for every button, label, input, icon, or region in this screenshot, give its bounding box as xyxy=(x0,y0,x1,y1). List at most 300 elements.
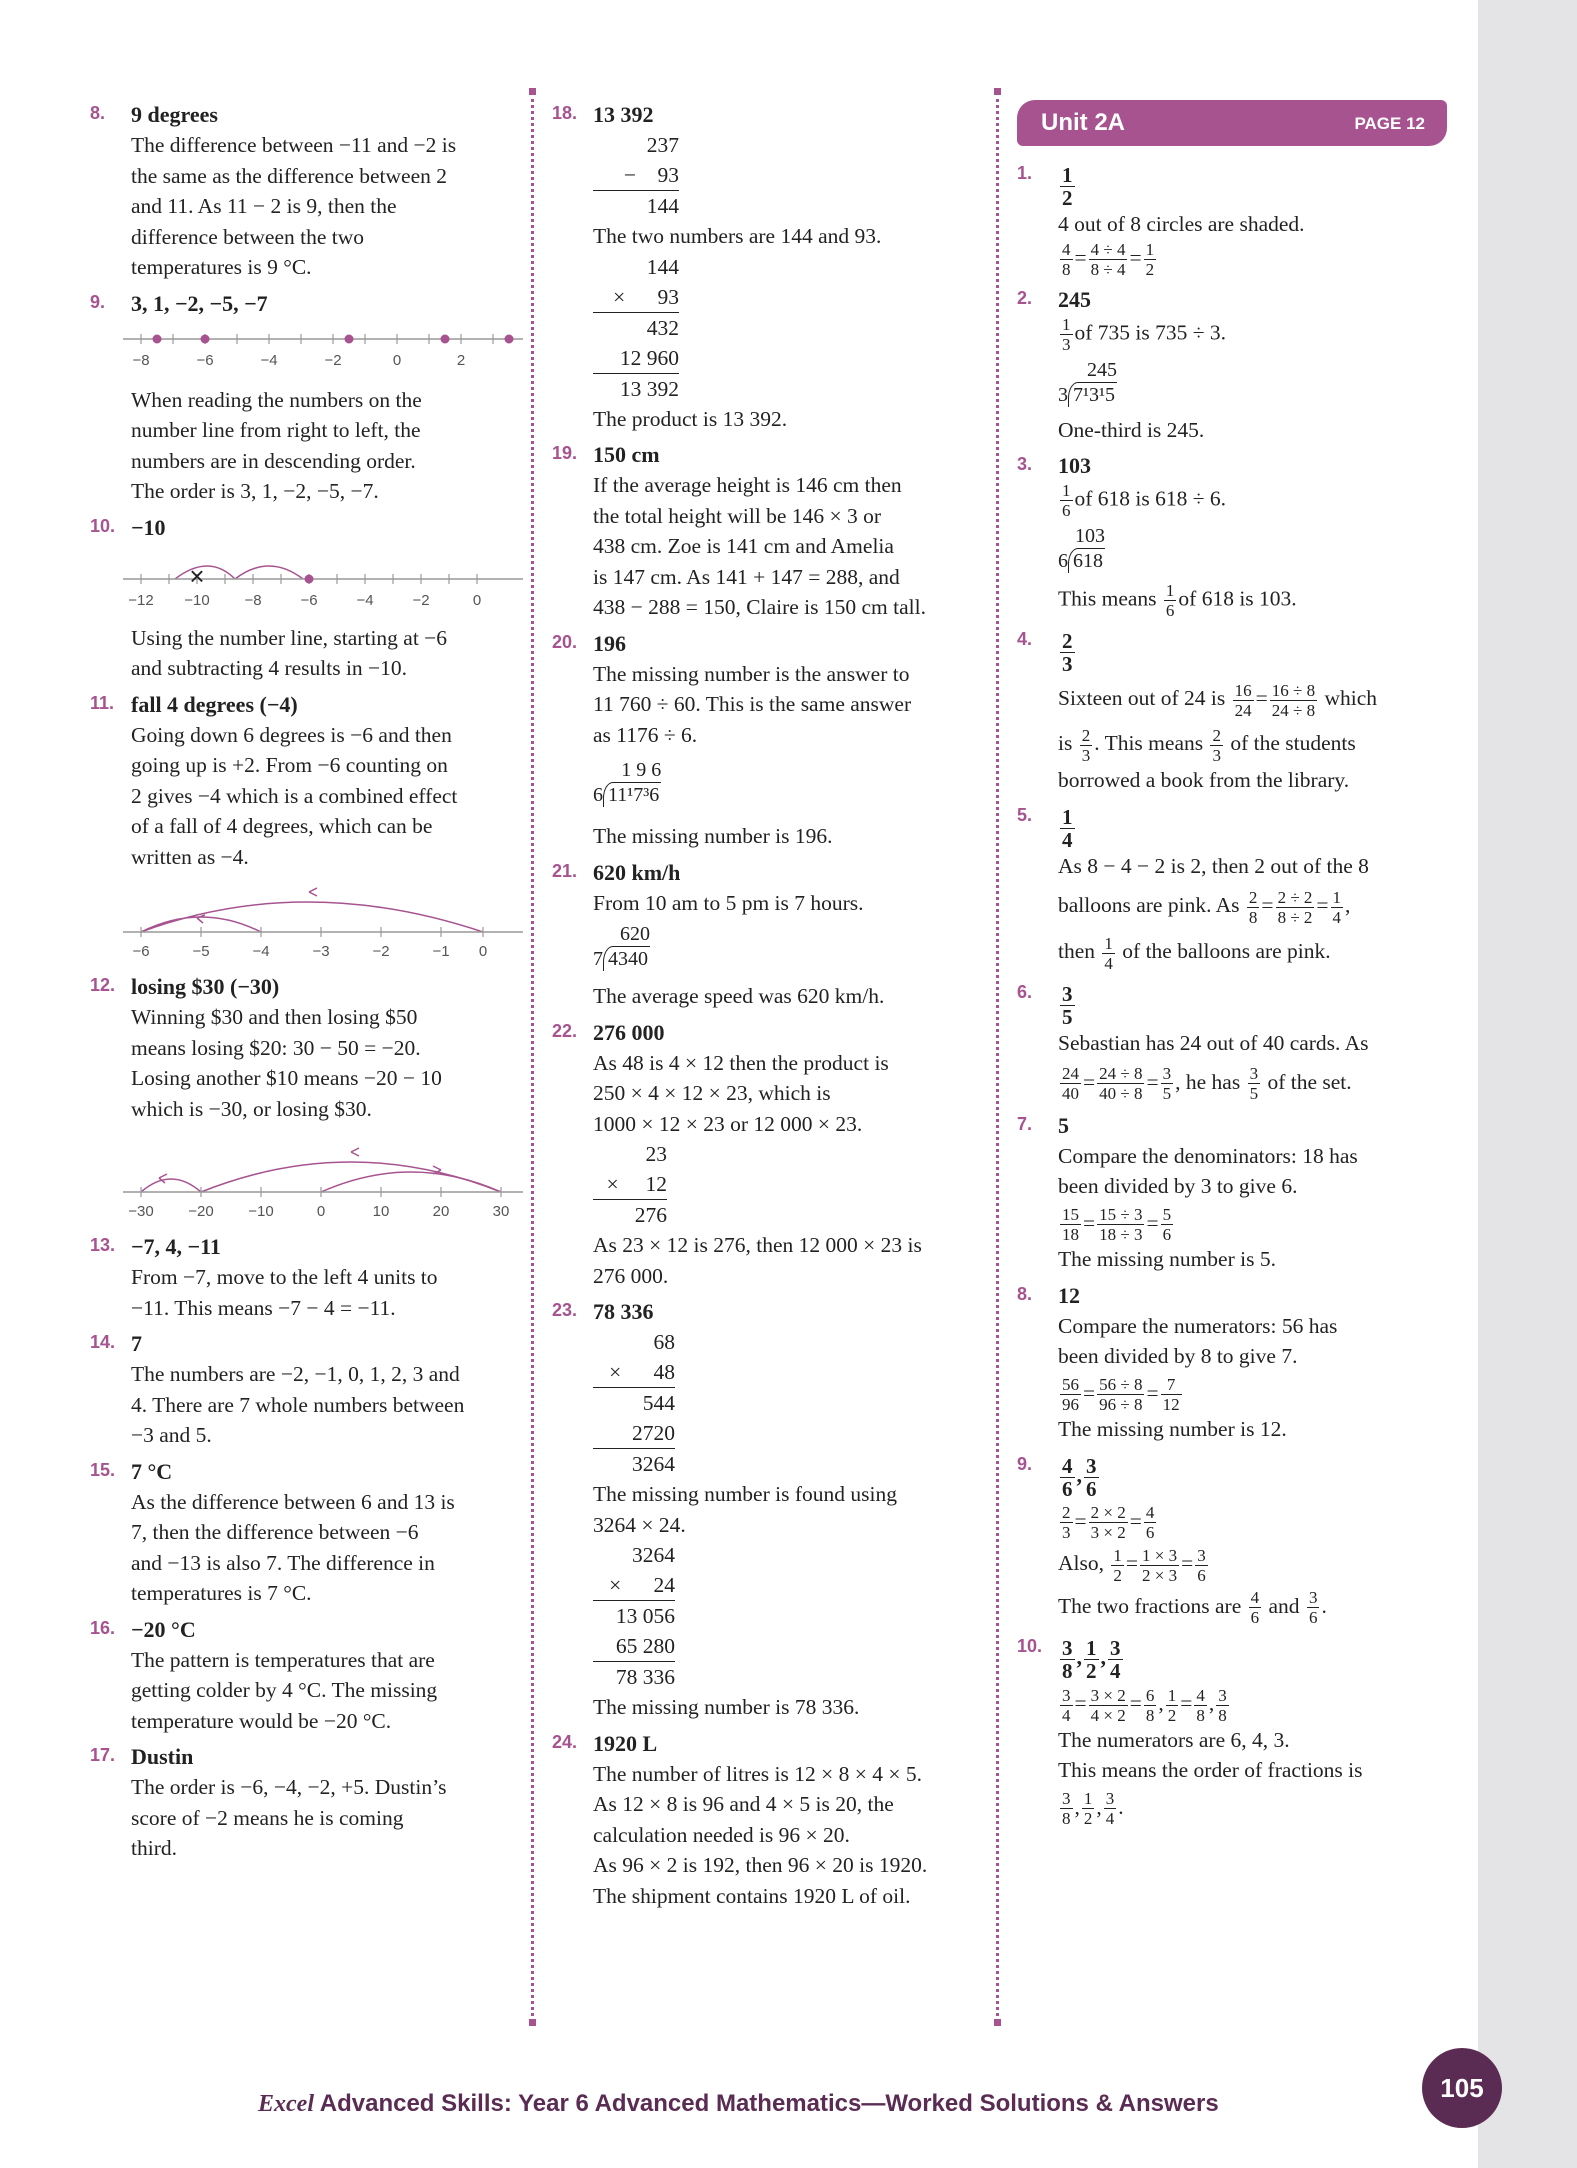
explanation-line: balloons are pink. As $\frac{2}{8}$ = $\frac{2 \div 2}{8 \div 2}$ = $\frac{1}{4}$ , xyxy=(1058,887,1351,927)
question-15 xyxy=(90,1457,515,1609)
explanation-line: The pattern is temperatures that are xyxy=(131,1647,435,1672)
working-row: 2720 xyxy=(593,1418,675,1449)
fraction-equation: $\frac{3}{4}$ = $\frac{3 \times 2}{4 \times 2}$ = $\frac{6}{8}$ , $\frac{1}{2}$ = $\frac{4}{8}$ , $\frac{3}{8}$ xyxy=(1062,1685,1227,1725)
explanation-line: Going down 6 degrees is −6 and then xyxy=(131,722,452,747)
question-number: 6. xyxy=(1017,982,1033,1002)
division-divisor: 3 xyxy=(1058,383,1068,406)
answer xyxy=(1058,802,1447,851)
explanation-line: of a fall of 4 degrees, which can be xyxy=(131,814,433,838)
footer-title-text: Advanced Skills: Year 6 Advanced Mathematics—Worked Solutions & Answers xyxy=(313,2090,1219,2117)
fraction: $\frac{3}{6}$ xyxy=(1197,1545,1206,1585)
column-2 xyxy=(552,100,982,1917)
explanation-line: If the average height is 146 cm then xyxy=(593,473,902,497)
question-number: 21. xyxy=(552,860,578,881)
question-number: 12. xyxy=(90,975,116,995)
question-number: 10. xyxy=(90,515,116,536)
explanation-line: been divided by 3 to give 6. xyxy=(1058,1174,1298,1198)
fraction: $\frac{1}{2}$ xyxy=(1113,1545,1122,1585)
answer: 196 xyxy=(593,630,626,656)
explanation-line: The two fractions are $\frac{4}{6}$ and $\frac{3}{6}$ . xyxy=(1058,1588,1327,1628)
fraction: $\frac{1}{6}$ xyxy=(1165,581,1175,620)
tick-label: −30 xyxy=(128,1203,154,1220)
answer: $\frac{4}{6}$ , $\frac{3}{6}$ xyxy=(1062,1453,1097,1501)
subtraction-working xyxy=(593,130,679,221)
tick-label: −4 xyxy=(252,943,270,960)
explanation-line: The two numbers are 144 and 93. xyxy=(593,224,882,248)
working-row: 544 xyxy=(642,1391,675,1415)
long-division xyxy=(1058,358,1117,407)
tick-label: −6 xyxy=(196,351,214,369)
answer: 1920 L xyxy=(593,1730,658,1756)
point xyxy=(345,334,354,343)
answer: 3, 1, −2, −5, −7 xyxy=(131,290,268,316)
fraction-equation: $\frac{15}{18}$ = $\frac{15 \div 3}{18 \div 3}$ = $\frac{5}{6}$ xyxy=(1062,1205,1172,1245)
long-division xyxy=(593,758,661,807)
tick-label: −3 xyxy=(312,943,330,960)
explanation-line: Using the number line, starting at −6 xyxy=(131,625,448,650)
fraction: $\frac{1}{4}$ xyxy=(1062,804,1073,852)
tick-label: 0 xyxy=(478,943,488,960)
explanation-line: as 1176 ÷ 6. xyxy=(593,722,698,747)
tick-label: 0 xyxy=(316,1203,326,1220)
explanation-line: score of −2 means he is coming xyxy=(131,1805,404,1830)
multiplication-working xyxy=(593,252,679,404)
explanation-line: calculation needed is 96 × 20. xyxy=(593,1822,850,1847)
fraction: $\frac{1}{6}$ xyxy=(1062,481,1071,520)
fraction: $\frac{3}{8}$ xyxy=(1062,1789,1071,1829)
working-row: 13 392 xyxy=(619,376,679,401)
working-row: 3264 xyxy=(632,1452,675,1476)
number-line xyxy=(111,325,531,375)
point xyxy=(201,334,210,343)
working-row: 65 280 xyxy=(593,1631,675,1662)
answer: −10 xyxy=(131,514,166,540)
footer-brand: Excel xyxy=(258,2091,314,2117)
fraction: $\frac{2}{3}$ xyxy=(1062,629,1073,676)
working-row: 78 336 xyxy=(615,1665,675,1689)
explanation-line: The numbers are −2, −1, 0, 1, 2, 3 and xyxy=(131,1362,460,1386)
fraction: $\frac{4}{6}$ xyxy=(1250,1588,1260,1628)
answer: fall 4 degrees (−4) xyxy=(131,691,298,717)
question-14 xyxy=(90,1329,515,1451)
explanation-line: Sebastian has 24 out of 40 cards. As xyxy=(1058,1031,1369,1055)
working-row: × 24 xyxy=(593,1570,675,1601)
explanation-line: getting colder by 4 °C. The missing xyxy=(131,1678,438,1702)
fraction: $\frac{4}{6}$ xyxy=(1062,1453,1073,1501)
fraction: $\frac{3}{5}$ xyxy=(1062,982,1073,1029)
fraction: $\frac{15 \div 3}{18 \div 3}$ xyxy=(1099,1205,1143,1245)
unit-page-label: PAGE 12 xyxy=(1354,114,1425,133)
division-quotient: 620 xyxy=(620,923,650,945)
tick-label: −8 xyxy=(244,591,262,609)
division-dividend: 4340 xyxy=(603,946,650,971)
fraction: $\frac{5}{6}$ xyxy=(1162,1205,1172,1245)
explanation-line: and subtracting 4 results in −10. xyxy=(131,656,408,680)
working-row: × 93 xyxy=(593,282,679,313)
explanation-line: The missing number is 78 336. xyxy=(593,1695,860,1719)
fraction: $\frac{4 \div 4}{8 \div 4}$ xyxy=(1090,239,1126,279)
question-9b xyxy=(1017,1451,1447,1628)
division-quotient: 245 xyxy=(1087,358,1117,381)
division-divisor: 7 xyxy=(593,948,603,970)
explanation-line: $\frac{24}{40}$ = $\frac{24 \div 8}{40 \div 8}$ = $\frac{3}{5}$ , he has $\frac{3}{5}$ of the set. xyxy=(1062,1064,1352,1104)
answer: 150 cm xyxy=(593,442,660,467)
explanation-line: the total height will be 146 × 3 or xyxy=(593,503,881,528)
fraction: $\frac{1}{4}$ xyxy=(1332,887,1342,927)
tick-label: −6 xyxy=(300,591,318,609)
fraction: $\frac{15}{18}$ xyxy=(1062,1205,1079,1245)
answer: 620 km/h xyxy=(593,859,681,885)
explanation-line: −11. This means −7 − 4 = −11. xyxy=(131,1295,396,1320)
question-4 xyxy=(1017,626,1447,796)
tick-label: −1 xyxy=(432,943,450,960)
question-21 xyxy=(552,858,982,1012)
fraction: $\frac{2}{3}$ xyxy=(1081,725,1091,765)
question-18 xyxy=(552,100,982,434)
question-number: 9. xyxy=(1017,1453,1033,1474)
question-19 xyxy=(552,440,982,623)
number-line xyxy=(111,549,531,613)
explanation-line: The product is 13 392. xyxy=(593,406,788,431)
fraction: $\frac{3}{5}$ xyxy=(1162,1064,1172,1104)
tick-label: −12 xyxy=(128,591,154,609)
fraction: $\frac{3}{4}$ xyxy=(1110,1636,1121,1684)
question-17 xyxy=(90,1742,515,1864)
answer: 5 xyxy=(1058,1112,1069,1138)
explanation-line: Winning $30 and then losing $50 xyxy=(131,1005,418,1029)
question-number: 16. xyxy=(90,1617,116,1638)
fraction: $\frac{56 \div 8}{96 \div 8}$ xyxy=(1099,1375,1143,1415)
explanation-line: and 11. As 11 − 2 is 9, then the xyxy=(131,194,397,218)
question-3 xyxy=(1017,451,1447,620)
tick-label: 20 xyxy=(432,1203,450,1220)
question-9 xyxy=(90,289,515,507)
point xyxy=(153,334,162,343)
question-10 xyxy=(90,513,515,684)
explanation-line: 4 out of 8 circles are shaded. xyxy=(1058,212,1305,236)
multiplication-working xyxy=(593,1327,675,1479)
tick-label: −4 xyxy=(356,591,374,609)
tick-label: −20 xyxy=(188,1203,214,1220)
explanation-line: The average speed was 620 km/h. xyxy=(593,984,885,1008)
fraction: $\frac{24 \div 8}{40 \div 8}$ xyxy=(1099,1064,1143,1104)
question-number: 11. xyxy=(90,692,115,713)
explanation-line: When reading the numbers on the xyxy=(131,387,422,412)
explanation-line: 438 cm. Zoe is 141 cm and Amelia xyxy=(593,534,894,558)
working-row: 23 xyxy=(645,1142,667,1166)
explanation-line: This means $\frac{1}{6}$ of 618 is 103. xyxy=(1058,581,1297,620)
explanation-line: $\frac{1}{3}$ of 735 is 735 ÷ 3. xyxy=(1062,314,1227,354)
fraction: $\frac{16 \div 8}{24 \div 8}$ xyxy=(1271,680,1316,720)
question-12 xyxy=(90,972,515,1222)
footer-title xyxy=(258,2090,1219,2118)
working-row: − 93 xyxy=(593,160,679,191)
explanation-line: been divided by 8 to give 7. xyxy=(1058,1344,1298,1369)
question-number: 10. xyxy=(1017,1636,1043,1657)
answer: 276 000 xyxy=(593,1019,665,1045)
number-line xyxy=(111,1138,531,1222)
explanation-line: The missing number is the answer to xyxy=(593,661,910,686)
tick-label: −2 xyxy=(412,591,430,609)
point xyxy=(441,334,450,343)
explanation-line: is $\frac{2}{3}$ . This means $\frac{2}{3}$ of the students xyxy=(1058,725,1356,765)
question-2 xyxy=(1017,285,1447,446)
question-10b xyxy=(1017,1633,1447,1828)
question-number: 2. xyxy=(1017,287,1033,308)
fraction: $\frac{3}{4}$ xyxy=(1105,1789,1115,1829)
question-number: 19. xyxy=(552,443,578,463)
working-row: 237 xyxy=(646,133,679,157)
explanation-line: number line from right to left, the xyxy=(131,418,421,442)
fraction: $\frac{1}{2}$ xyxy=(1083,1789,1093,1829)
working-row: 3264 xyxy=(632,1543,675,1567)
explanation-line: 438 − 288 = 150, Claire is 150 cm tall. xyxy=(593,595,926,619)
answer: −7, 4, −11 xyxy=(131,1234,221,1259)
explanation-line: 276 000. xyxy=(593,1263,669,1288)
fraction: $\frac{1}{2}$ xyxy=(1062,163,1073,210)
explanation-line: temperatures is 9 °C. xyxy=(131,255,312,279)
answer: −20 °C xyxy=(131,1616,196,1642)
column-divider xyxy=(996,92,999,2022)
fraction: $\frac{2 \times 2}{3 \times 2}$ xyxy=(1090,1503,1126,1543)
number-line xyxy=(111,878,531,962)
question-number: 1. xyxy=(1017,163,1033,183)
multiplication-working xyxy=(593,1540,675,1692)
explanation-line: As 23 × 12 is 276, then 12 000 × 23 is xyxy=(593,1233,922,1257)
answer xyxy=(1058,979,1447,1028)
working-row: 276 xyxy=(634,1203,667,1227)
question-23 xyxy=(552,1297,982,1723)
tick-label: 30 xyxy=(492,1203,510,1220)
fraction: $\frac{1}{3}$ xyxy=(1062,314,1071,354)
explanation-line: is 147 cm. As 141 + 147 = 288, and xyxy=(593,564,900,589)
explanation-line: 2 gives −4 which is a combined effect xyxy=(131,783,458,808)
fraction: $\frac{3}{4}$ xyxy=(1062,1685,1071,1725)
question-number: 4. xyxy=(1017,629,1033,649)
fraction-equation: $\frac{4}{8}$ = $\frac{4 \div 4}{8 \div 4}$ = $\frac{1}{2}$ xyxy=(1062,239,1155,279)
explanation-line: As 12 × 8 is 96 and 4 × 5 is 20, the xyxy=(593,1792,894,1816)
fraction-equation: $\frac{2}{3}$ = $\frac{2 \times 2}{3 \times 2}$ = $\frac{4}{6}$ xyxy=(1062,1503,1155,1543)
fraction: $\frac{3}{6}$ xyxy=(1086,1453,1097,1501)
question-number: 8. xyxy=(1017,1283,1033,1304)
explanation-line: temperature would be −20 °C. xyxy=(131,1708,392,1733)
question-22 xyxy=(552,1018,982,1292)
explanation-line: One-third is 245. xyxy=(1058,417,1205,442)
explanation-line: The order is −6, −4, −2, +5. Dustin’s xyxy=(131,1775,447,1799)
fraction: $\frac{2}{8}$ xyxy=(1248,887,1258,927)
start-point xyxy=(305,574,314,583)
explanation-line: 7, then the difference between −6 xyxy=(131,1520,419,1544)
fraction: $\frac{1}{2}$ xyxy=(1167,1685,1177,1725)
explanation-line: third. xyxy=(131,1836,177,1860)
tick-label: −8 xyxy=(132,351,150,369)
explanation-line: 1000 × 12 × 23 or 12 000 × 23. xyxy=(593,1111,863,1136)
question-24 xyxy=(552,1729,982,1912)
unit-banner xyxy=(1017,100,1447,146)
question-number: 22. xyxy=(552,1020,578,1041)
explanation-line: borrowed a book from the library. xyxy=(1058,768,1350,792)
question-5 xyxy=(1017,802,1447,974)
column-1 xyxy=(90,100,515,1870)
question-8 xyxy=(90,100,515,283)
tick-label: −6 xyxy=(132,943,150,960)
division-dividend: 618 xyxy=(1068,548,1105,573)
explanation-line: As 48 is 4 × 12 then the product is xyxy=(593,1050,889,1075)
fraction: $\frac{56}{96}$ xyxy=(1062,1375,1079,1415)
working-row: 13 056 xyxy=(615,1604,675,1628)
explanation-line: numbers are in descending order. xyxy=(131,448,416,473)
answer: $\frac{3}{8}$ , $\frac{1}{2}$ , $\frac{3}{4}$ xyxy=(1062,1636,1121,1684)
explanation-line: From −7, move to the left 4 units to xyxy=(131,1265,438,1289)
fraction-list: $\frac{3}{8}$ , $\frac{1}{2}$ , $\frac{3}{4}$ . xyxy=(1062,1789,1124,1829)
working-row: 144 xyxy=(646,254,679,279)
multiplication-working xyxy=(593,1139,667,1230)
explanation-line: 4. There are 7 whole numbers between xyxy=(131,1392,465,1417)
fraction: $\frac{4}{6}$ xyxy=(1145,1503,1155,1543)
division-dividend: 7¹3¹5 xyxy=(1068,382,1117,407)
working-row: 68 xyxy=(653,1330,675,1354)
explanation-line: then $\frac{1}{4}$ of the balloons are pink. xyxy=(1058,933,1331,973)
page-margin-strip xyxy=(1478,0,1577,2168)
question-number: 23. xyxy=(552,1300,578,1320)
column-divider xyxy=(531,92,534,2022)
question-6 xyxy=(1017,979,1447,1105)
explanation-line: the same as the difference between 2 xyxy=(131,163,447,188)
fraction: $\frac{3}{8}$ xyxy=(1062,1636,1073,1684)
working-row: × 12 xyxy=(593,1169,667,1200)
explanation-line: Compare the numerators: 56 has xyxy=(1058,1313,1338,1338)
question-20 xyxy=(552,629,982,852)
page-number: 105 xyxy=(1440,2073,1484,2103)
question-number: 24. xyxy=(552,1731,578,1752)
tick-label: 0 xyxy=(472,591,482,609)
explanation-line: which is −30, or losing $30. xyxy=(131,1096,372,1121)
fraction: $\frac{3}{6}$ xyxy=(1308,1588,1318,1628)
cross-mark: × xyxy=(189,560,205,591)
fraction: $\frac{24}{40}$ xyxy=(1062,1064,1079,1104)
unit-title: Unit 2A xyxy=(1041,109,1125,136)
answer: 7 xyxy=(131,1331,142,1356)
long-division xyxy=(593,922,650,971)
long-division xyxy=(1058,524,1105,573)
division-quotient: 1 9 6 xyxy=(621,759,662,781)
explanation-line: 250 × 4 × 12 × 23, which is xyxy=(593,1081,831,1105)
fraction: $\frac{6}{8}$ xyxy=(1145,1685,1155,1725)
explanation-line: and −13 is also 7. The difference in xyxy=(131,1550,435,1575)
tick-label: −2 xyxy=(372,943,390,960)
page-number-badge xyxy=(1422,2048,1502,2128)
fraction: $\frac{7}{12}$ xyxy=(1162,1375,1180,1415)
explanation-line: From 10 am to 5 pm is 7 hours. xyxy=(593,890,864,915)
answer: 245 xyxy=(1058,286,1091,312)
explanation-line: The number of litres is 12 × 8 × 4 × 5. xyxy=(593,1761,922,1786)
point xyxy=(505,334,514,343)
answer: 103 xyxy=(1058,453,1091,478)
fraction: $\frac{2}{3}$ xyxy=(1062,1503,1071,1543)
tick-label: −10 xyxy=(248,1203,274,1220)
fraction: $\frac{2}{3}$ xyxy=(1212,725,1221,765)
fraction-equation: Also, $\frac{1}{2}$ = $\frac{1 \times 3}{2 \times 3}$ = $\frac{3}{6}$ xyxy=(1058,1545,1206,1585)
tick-label: 2 xyxy=(456,351,466,369)
answer: 12 xyxy=(1058,1282,1080,1308)
question-number: 13. xyxy=(90,1235,116,1255)
explanation-line: Losing another $10 means −20 − 10 xyxy=(131,1066,442,1090)
question-16 xyxy=(90,1615,515,1737)
answer: 78 336 xyxy=(593,1299,654,1324)
fraction: $\frac{1}{2}$ xyxy=(1145,239,1155,279)
answer: 7 °C xyxy=(131,1458,173,1484)
question-number: 9. xyxy=(90,291,106,312)
explanation-line: difference between the two xyxy=(131,224,365,249)
working-row: 12 960 xyxy=(593,343,679,374)
explanation-line: going up is +2. From −6 counting on xyxy=(131,753,448,777)
question-number: 5. xyxy=(1017,804,1033,825)
question-number: 7. xyxy=(1017,1113,1033,1134)
explanation-line: The shipment contains 1920 L of oil. xyxy=(593,1883,911,1908)
fraction: $\frac{1 \times 3}{2 \times 3}$ xyxy=(1142,1545,1178,1585)
answer: Dustin xyxy=(131,1744,194,1769)
fraction: $\frac{3}{5}$ xyxy=(1249,1064,1259,1104)
tick-label: −5 xyxy=(192,943,210,960)
answer: 13 392 xyxy=(593,102,654,127)
explanation-line: temperatures is 7 °C. xyxy=(131,1581,312,1605)
working-row: × 48 xyxy=(593,1357,675,1388)
working-row: 432 xyxy=(646,315,679,340)
question-number: 18. xyxy=(552,103,578,123)
explanation-line: Sixteen out of 24 is $\frac{16}{24}$ = $\frac{16 \div 8}{24 \div 8}$ which xyxy=(1058,680,1377,720)
explanation-line: This means the order of fractions is xyxy=(1058,1758,1363,1783)
question-number: 15. xyxy=(90,1459,116,1480)
tick-label: 10 xyxy=(372,1203,390,1220)
answer xyxy=(1058,160,1447,209)
division-quotient: 103 xyxy=(1075,525,1105,547)
explanation-line: The missing number is 5. xyxy=(1058,1247,1276,1272)
explanation-line: −3 and 5. xyxy=(131,1423,212,1447)
explanation-line: The difference between −11 and −2 is xyxy=(131,133,457,157)
explanation-line: The missing number is 12. xyxy=(1058,1417,1287,1442)
explanation-line: As the difference between 6 and 13 is xyxy=(131,1489,455,1514)
fraction: $\frac{16}{24}$ xyxy=(1234,680,1252,720)
fraction: $\frac{1}{4}$ xyxy=(1104,933,1113,973)
answer xyxy=(1058,626,1447,675)
fraction-equation: $\frac{56}{96}$ = $\frac{56 \div 8}{96 \div 8}$ = $\frac{7}{12}$ xyxy=(1062,1375,1180,1415)
fraction: $\frac{4}{8}$ xyxy=(1062,239,1071,279)
fraction: $\frac{1}{2}$ xyxy=(1086,1636,1097,1684)
tick-label: 0 xyxy=(392,351,402,369)
answer: 9 degrees xyxy=(131,102,218,127)
answer: losing $30 (−30) xyxy=(131,974,280,999)
column-3 xyxy=(1017,100,1447,1834)
fraction: $\frac{4}{8}$ xyxy=(1196,1685,1205,1725)
explanation-line: Compare the denominators: 18 has xyxy=(1058,1143,1358,1168)
fraction: $\frac{3 \times 2}{4 \times 2}$ xyxy=(1090,1685,1126,1725)
explanation-line: As 8 − 4 − 2 is 2, then 2 out of the 8 xyxy=(1058,853,1369,878)
explanation-line: $\frac{1}{6}$ of 618 is 618 ÷ 6. xyxy=(1062,481,1227,520)
explanation-line: The numerators are 6, 4, 3. xyxy=(1058,1727,1290,1752)
question-8b xyxy=(1017,1281,1447,1445)
explanation-line: The missing number is 196. xyxy=(593,824,833,848)
question-7 xyxy=(1017,1111,1447,1275)
division-dividend: 11¹7³6 xyxy=(603,782,661,807)
question-number: 17. xyxy=(90,1745,116,1765)
question-number: 20. xyxy=(552,631,578,652)
explanation-line: 11 760 ÷ 60. This is the same answer xyxy=(593,692,912,716)
explanation-line: As 96 × 2 is 192, then 96 × 20 is 1920. xyxy=(593,1853,928,1877)
tick-label: −10 xyxy=(184,591,210,609)
question-number: 3. xyxy=(1017,454,1033,474)
explanation-line: means losing $20: 30 − 50 = −20. xyxy=(131,1035,421,1060)
question-number: 8. xyxy=(90,103,106,123)
